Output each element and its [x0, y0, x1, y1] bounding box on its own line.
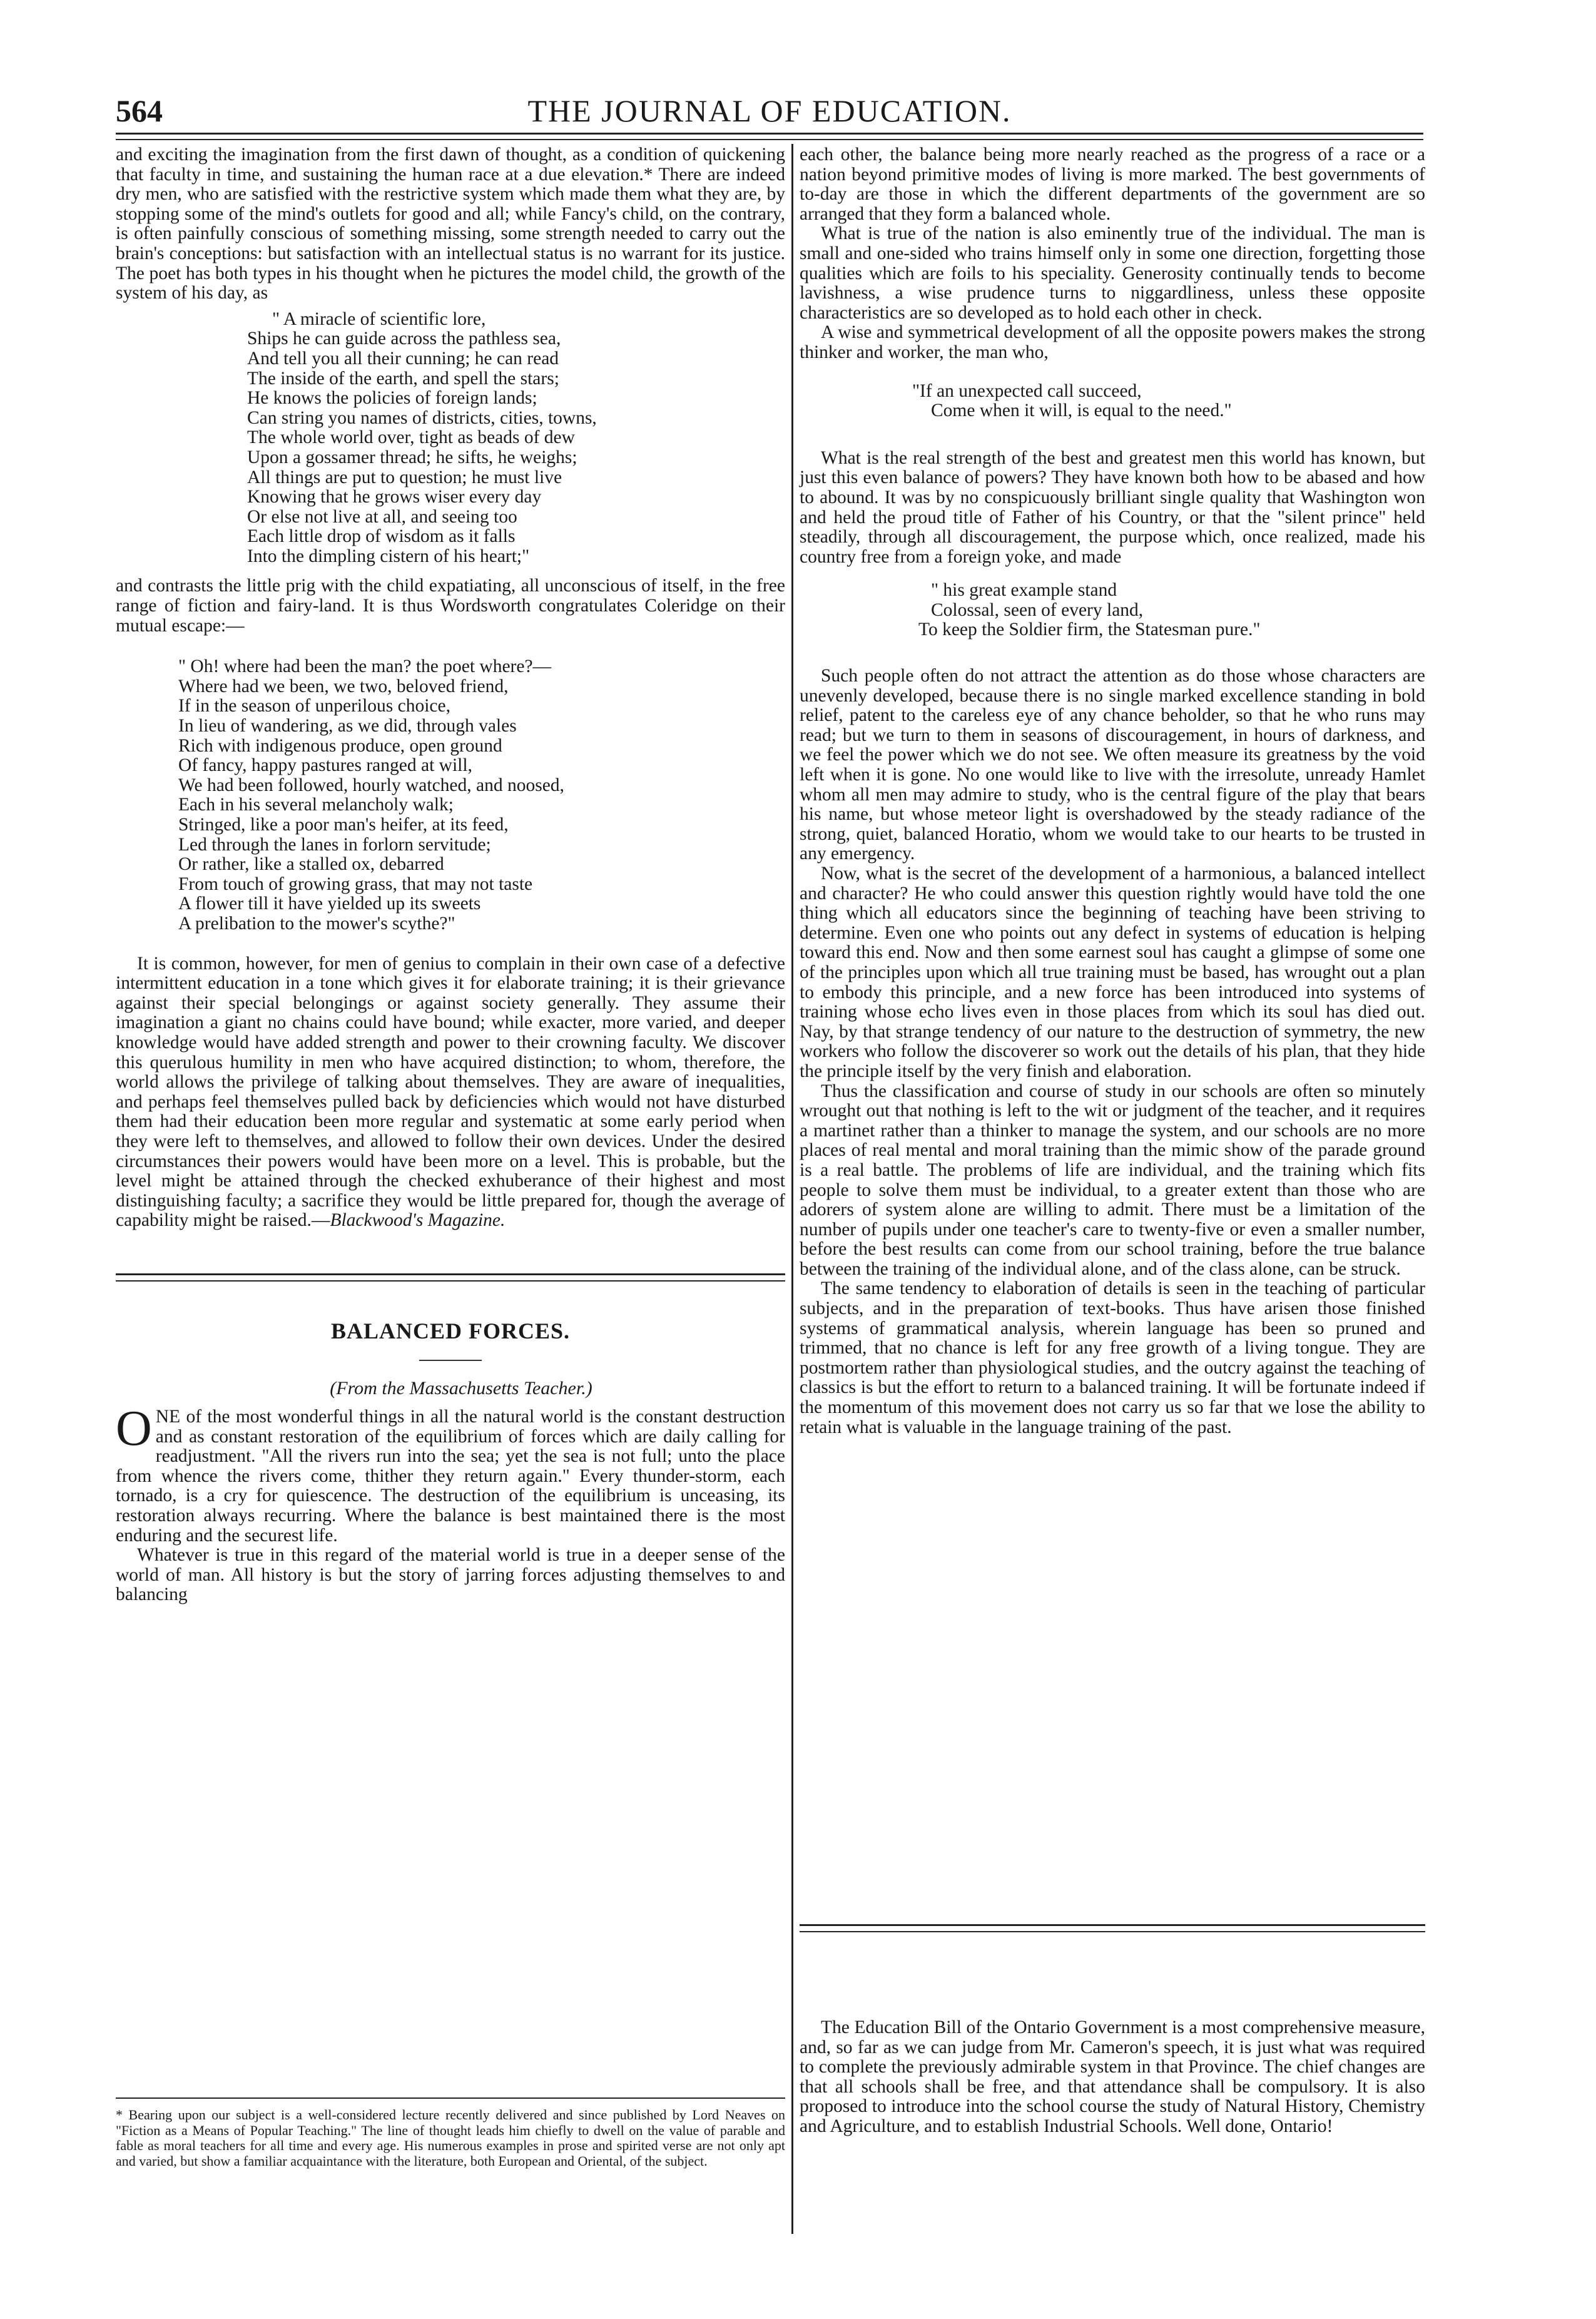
- right-paragraph: Thus the classification and course of study in our schools are often so minutely wrought out that nothing is left to the wit or judgment of the teacher, and it requires a martinet rather than a thinker to manage the system, and our schools are no more places of real mental and moral training than the mimic show of the parade ground is a real battle. The problems of life are individual, and the training which fits people to solve them must be individual, to a greater extent than those who are adorers of system alone are willing to admit. There must be a limitation of the number of pupils under one teacher's care to twenty-five or even a smaller number, before the best results can come from our school training, before the true balance between the training of the individual alone, and of the class alone, can be struck.: [800, 1081, 1425, 1279]
- verse-line: The inside of the earth, and spell the stars;: [247, 368, 559, 389]
- poem-wordsworth: [178, 657, 785, 934]
- verse-line: Each little drop of wisdom as it falls: [247, 526, 516, 547]
- drop-cap: O: [116, 1401, 152, 1457]
- verse-line: Or else not live at all, and seeing too: [247, 506, 517, 527]
- page-header: [116, 93, 1423, 130]
- verse-line: Into the dimpling cistern of his heart;": [247, 546, 530, 566]
- column-divider: [791, 144, 793, 2234]
- verse-line: The whole world over, tight as beads of dew: [247, 427, 575, 448]
- right-column: [800, 145, 1425, 1437]
- article-source: (From the Massachusetts Teacher.): [330, 1378, 592, 1399]
- poem-miracle: [247, 310, 785, 567]
- left-column: [116, 145, 785, 1605]
- verse-line: And tell you all their cunning; he can read: [247, 348, 559, 369]
- section-rule: [116, 1273, 785, 1282]
- verse-line: Upon a gossamer thread; he sifts, he weighs;: [247, 447, 577, 467]
- verse-line: Each in his several melancholy walk;: [178, 795, 454, 815]
- article-title: BALANCED FORCES.: [330, 1318, 571, 1343]
- verse-line: " his great example stand: [931, 580, 1117, 601]
- title-rule: [419, 1360, 482, 1361]
- right-paragraph: What is the real strength of the best and greatest men this world has known, but just this even balance of powers? They have known both how to be abased and how to abound. It was by no conspicuously brilliant single quality that Washington won and held the proud title of Father of his Country, or that the "silent prince" held steadily, through all discouragement, the purpose which, once realized, made his country free from a foreign yoke, and made: [800, 447, 1425, 567]
- footnote-block: [116, 2097, 785, 2169]
- right-paragraph: The same tendency to elaboration of details is seen in the teaching of particular subjects, and in the preparation of text-books. Thus have arisen those finished systems of grammatical analysis, wherein language has been so pruned and trimmed, that no chance is left for any free growth of a living tongue. They are postmortem rather than physiological studies, and the outcry against the teaching of classics is but the effort to return to a balanced training. It will be fortunate indeed if the momentum of this movement does not carry us so far that we lose the ability to retain what is valuable in the language training of the past.: [800, 1278, 1425, 1437]
- left-paragraph: and exciting the imagination from the first dawn of thought, as a condition of quickening that faculty in time, and sustaining the human race at a due elevation.* There are indeed dry men, who are satisfied with the restrictive system which made them what they are, by stopping some of the mind's outlets for good and all; while Fancy's child, on the contrary, is often painfully conscious of something missing, some strength needed to carry out the brain's conceptions: but satisfaction with an intellectual status is no warrant for its justice. The poet has both types in his thought when he pictures the model child, the growth of the system of his day, as: [116, 145, 785, 303]
- verse-line: We had been followed, hourly watched, and noosed,: [178, 775, 564, 795]
- verse-line: Of fancy, happy pastures ranged at will,: [178, 755, 472, 776]
- section-rule: [800, 1924, 1425, 1932]
- left-paragraph: Whatever is true in this regard of the material world is true in a deeper sense of the world of man. All history is but the story of jarring forces adjusting themselves to and balancing: [116, 1545, 785, 1605]
- verse-line: He knows the policies of foreign lands;: [247, 388, 537, 409]
- verse-line: All things are put to question; he must live: [247, 467, 562, 487]
- right-paragraph: A wise and symmetrical development of all the opposite powers makes the strong thinker and worker, the man who,: [800, 322, 1425, 362]
- verse-line: Come when it will, is equal to the need.": [931, 400, 1232, 421]
- poem-great-example: [918, 581, 1425, 640]
- right-paragraph: each other, the balance being more nearly reached as the progress of a race or a nation beyond primitive modes of living is more marked. The best governments of to-day are those in which the different departments of the government are so arranged that they form a balanced whole.: [800, 145, 1425, 224]
- verse-line: Can string you names of districts, cities, towns,: [247, 407, 597, 428]
- verse-line: "If an unexpected call succeed,: [912, 380, 1142, 401]
- verse-line: Rich with indigenous produce, open ground: [178, 735, 502, 756]
- page-number: 564: [116, 93, 163, 128]
- source-citation: Blackwood's Magazine.: [330, 1210, 506, 1231]
- verse-line: In lieu of wandering, as we did, through vales: [178, 716, 517, 736]
- verse-line: From touch of growing grass, that may not taste: [178, 874, 533, 894]
- journal-title: THE JOURNAL OF EDUCATION.: [527, 93, 1012, 128]
- header-rule: [116, 133, 1423, 140]
- paragraph-text: NE of the most wonderful things in all the natural world is the constant destruction and as constant restoration of the equilibrium of forces which are daily calling for readjustment. "All the rivers run into the sea; yet the sea is not full; unto the place from whence the rivers come, thither they return again." Every thunder-storm, each tornado, is a cry for quiescence. The destruction of the equilibrium is unceasing, its restoration always recurring. Where the balance is best maintained there is the most enduring and the securest life.: [116, 1407, 785, 1546]
- poem-unexpected-call: [912, 382, 1425, 421]
- verse-line: Stringed, like a poor man's heifer, at its feed,: [178, 815, 509, 835]
- right-paragraph: What is true of the nation is also eminently true of the individual. The man is small and one-sided who trains himself only in some one direction, forgetting those qualities which are foils to his speciality. Generosity continually tends to become lavishness, a wise prudence turns to niggardliness, unless these opposite characteristics are so developed as to hold each other in check.: [800, 223, 1425, 323]
- right-paragraph: The Education Bill of the Ontario Government is a most comprehensive measure, and, so far as we can judge from Mr. Cameron's speech, it is just what was required to complete the previously admirable system in that Province. The chief changes are that all schools shall be free, and that attendance shall be compulsory. It is also proposed to introduce into the school course the study of Natural History, Chemistry and Agriculture, and to establish Industrial Schools. Well done, Ontario!: [800, 2017, 1425, 2136]
- verse-line: Led through the lanes in forlorn servitude;: [178, 834, 491, 855]
- verse-line: " Oh! where had been the man? the poet where?—: [178, 656, 552, 677]
- paragraph-text: It is common, however, for men of genius to complain in their own case of a defective intermittent education in a tone which gives it for elaborate training; it is their grievance against their special belongings or against society generally. They assume their imagination a giant no chains could have bound; while exacter, more varied, and deeper knowledge would have added strength and power to their crowning faculty. We discover this querulous humility in men who have acquired distinction; to whom, therefore, the world allows the privilege of talking about themselves. They are aware of inequalities, and perhaps feel themselves pulled back by deficiencies which would not have disturbed them had their education been more regular and systematic at some early period when they were left to themselves, and allowed to follow their own devices. Under the desired circumstances their powers would have been more on a level. This is probable, but the level might be attained through the checked exhuberance of their highest and most distinguishing faculty; a sacrifice they would be little prepared for, though the average of capability might be raised.—: [116, 953, 785, 1231]
- verse-line: Ships he can guide across the pathless sea,: [247, 329, 561, 349]
- right-paragraph: Such people often do not attract the attention as do those whose characters are unevenly developed, because there is no single marked excellence standing in bold relief, patent to the careless eye of any chance beholder, so that he who runs may read; but we turn to them in seasons of discouragement, in hours of darkness, and we feel the power which we do not see. We often measure its greatness by the void left when it is gone. No one would like to live with the irresolute, unready Hamlet whom all men may admire to study, who is the central figure of the play that bears his name, but whose meteor light is overshadowed by the steady radiance of the strong, quiet, balanced Horatio, whom we would take to our hearts to be trusted in any emergency.: [800, 666, 1425, 864]
- right-paragraph: Now, what is the secret of the development of a harmonious, a balanced intellect and character? He who could answer this question rightly would have told the one thing which all educators since the beginning of teaching have been striving to determine. Even one who points out any defect in systems of education is helping toward this end. Now and then some earnest soul has caught a glimpse of some one of the principles upon which all true training must be based, has wrought out a plan to embody this principle, and a new force has been introduced into systems of training whose echo lives even in those places from which its soul has died out. Nay, by that strange tendency of our nature to the destruction of symmetry, the new workers who follow the discoverer so work out the details of his plan, that they hide the principle itself by the very finish and elaboration.: [800, 864, 1425, 1081]
- verse-line: Or rather, like a stalled ox, debarred: [178, 854, 444, 875]
- left-paragraph: [116, 954, 785, 1231]
- editorial-note: [800, 2018, 1425, 2137]
- lead-paragraph: [116, 1401, 785, 1546]
- verse-line: Knowing that he grows wiser every day: [247, 487, 542, 507]
- footnote-rule: [116, 2097, 785, 2099]
- footnote: * Bearing upon our subject is a well-considered lecture recently delivered and since published by Lord Neaves on "Fiction as a Means of Popular Teaching." The line of thought leads him chiefly to dwell on the value of parable and fable as moral teachers for all time and every age. His numerous examples in prose and spirited verse are not only apt and varied, but show a familiar acquaintance with the literature, both European and Oriental, of the subject.: [116, 2107, 785, 2169]
- verse-line: If in the season of unperilous choice,: [178, 696, 450, 716]
- verse-line: To keep the Soldier firm, the Statesman pure.": [918, 619, 1261, 640]
- verse-line: " A miracle of scientific lore,: [272, 308, 486, 329]
- verse-line: Colossal, seen of every land,: [931, 599, 1144, 620]
- verse-line: Where had we been, we two, beloved friend,: [178, 676, 509, 696]
- verse-line: A flower till it have yielded up its sweets: [178, 894, 481, 914]
- left-paragraph: and contrasts the little prig with the child expatiating, all unconscious of itself, in the free range of fiction and fairy-land. It is thus Wordsworth congratulates Coleridge on their mutual escape:—: [116, 576, 785, 636]
- verse-line: A prelibation to the mower's scythe?": [178, 913, 455, 934]
